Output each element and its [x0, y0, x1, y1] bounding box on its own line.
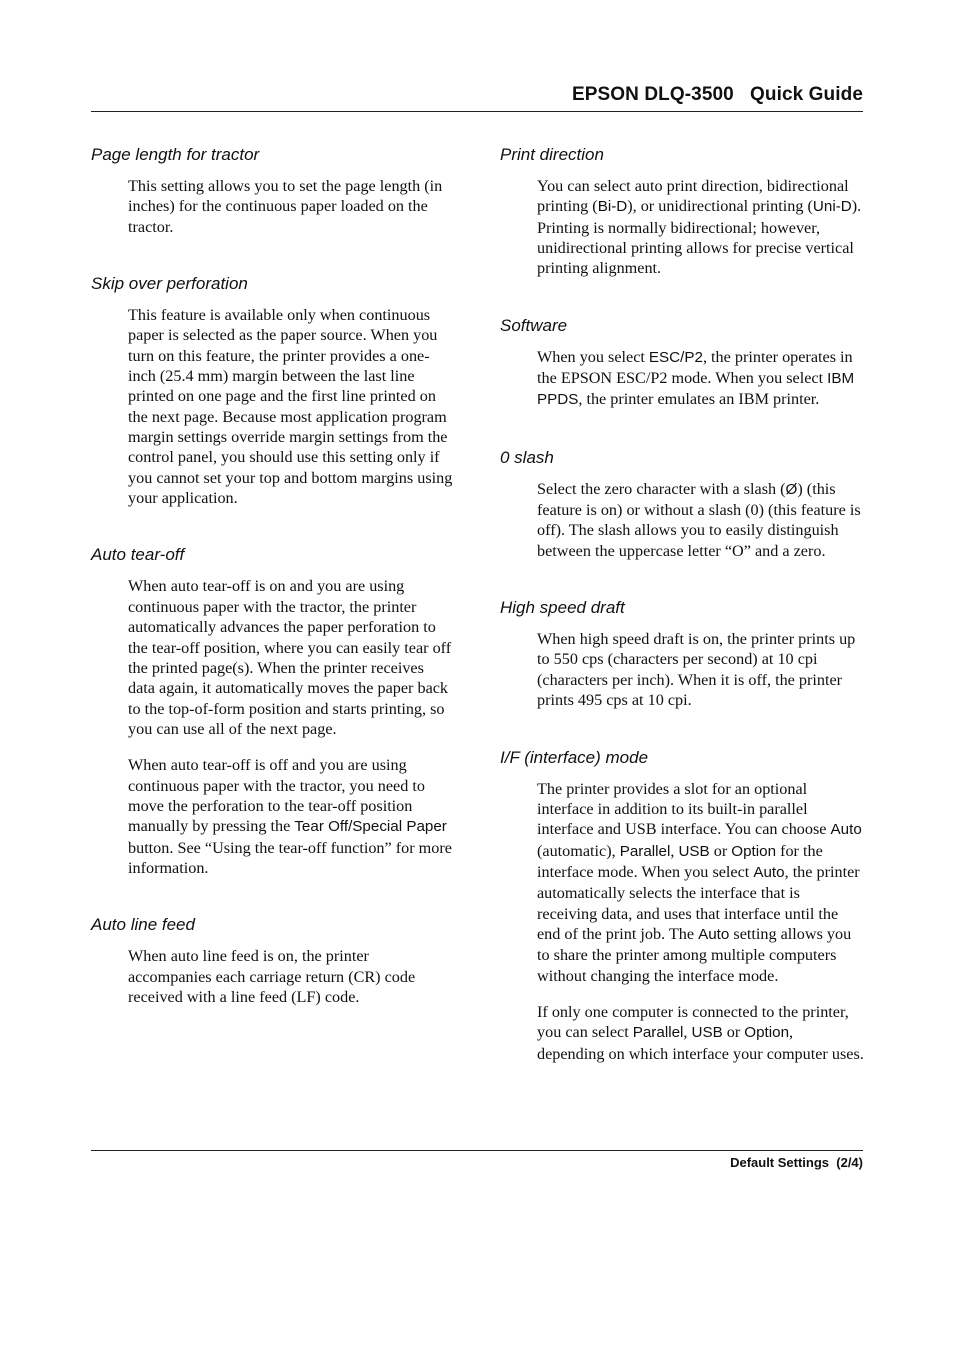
paragraph-text: ,	[670, 841, 679, 860]
paragraph-text: When auto line feed is on, the printer accompanies each carriage return (CR) code received with a line feed (LF) code.	[128, 947, 416, 1006]
paragraph-text: ), or unidirectional printing (	[627, 197, 813, 216]
section-paragraph	[91, 576, 453, 739]
paragraph-text: , the printer automatically selects the interface that is receiving data, and uses that interface until the end of the print job. The	[537, 862, 860, 943]
setting-term: Uni-D	[812, 198, 852, 216]
section-paragraph	[91, 946, 453, 1007]
page-header-title: EPSON DLQ-3500 Quick Guide	[571, 84, 863, 105]
section-heading-print-direction: Print direction	[500, 145, 604, 164]
section-paragraph	[500, 779, 864, 986]
left-column	[91, 144, 453, 1043]
paragraph-text: , the printer emulates an IBM printer.	[578, 390, 820, 409]
footer-rule	[91, 1150, 863, 1151]
section-heading-skip-over-perforation: Skip over perforation	[91, 274, 248, 294]
setting-term: USB	[678, 842, 710, 860]
section-paragraph	[500, 1002, 864, 1064]
setting-term: Option	[731, 842, 777, 860]
paragraph-text: , depending on which interface your computer uses.	[537, 1023, 864, 1063]
section-heading-auto-tear-off: Auto tear-off	[91, 545, 185, 565]
paragraph-text: (automatic),	[537, 841, 620, 860]
page-footer: Default Settings (2/4)	[730, 1155, 863, 1170]
section-paragraph	[91, 755, 453, 878]
paragraph-text: Select the zero character with a slash (	[537, 479, 786, 498]
header-rule	[91, 111, 863, 112]
setting-term: USB	[691, 1024, 723, 1042]
setting-term: Option	[744, 1024, 790, 1042]
paragraph-text: When high speed draft is on, the printer prints up to 550 cps (characters per second) at 10 cpi (characters per inch). When it is off, the printer prints 495 cps at 10 cpi.	[537, 630, 856, 710]
section-heading-page-length-for-tractor: Page length for tractor	[91, 145, 260, 164]
paragraph-text: When auto tear-off is off and you are using continuous paper with the tractor, you need to move the perforation to the tear-off position manually by pressing the	[128, 756, 425, 836]
paragraph-text: for the interface mode. When you select	[537, 841, 823, 881]
setting-term: Auto	[830, 821, 862, 839]
paragraph-text: or	[709, 841, 732, 860]
paragraph-text: This setting allows you to set the page length (in inches) for the continuous paper loaded on the tractor.	[128, 177, 443, 236]
setting-term: Parallel	[619, 842, 671, 860]
paragraph-text: ). Printing is normally bidirectional; however, unidirectional printing allows for precise vertical printing alignment.	[537, 197, 862, 278]
paragraph-text: This feature is available only when continuous paper is selected as the paper source. When you turn on this feature, the printer provides a one-inch (25.4 mm) margin between the last line printed on one page and the first line printed on the next page. Because most application program margin settings override margin settings from the control panel, you should use this setting only if you cannot set your top and bottom margins using your application.	[128, 306, 453, 508]
right-column	[500, 144, 864, 1100]
section-paragraph	[91, 176, 453, 237]
section-heading-0-slash: 0 slash	[500, 447, 554, 467]
section-heading-high-speed-draft: High speed draft	[500, 598, 625, 618]
section-heading-i-f-interface-mode: I/F (interface) mode	[500, 747, 649, 767]
setting-term: Auto	[698, 925, 730, 943]
setting-term: Parallel	[632, 1024, 684, 1042]
paragraph-text: setting allows you to share the printer among multiple computers without changing the interface mode.	[537, 924, 852, 985]
paragraph-text: When auto tear-off is on and you are using continuous paper with the tractor, the printer automatically advances the paper perforation to the tear-off position, where you can easily tear off the printed page(s). When the printer receives data again, it automatically moves the paper back to the top-of-form position and starts printing, so you can use all of the next page.	[128, 577, 452, 738]
paragraph-text: When you select	[537, 347, 649, 366]
setting-term: Bi-D	[597, 198, 628, 216]
section-paragraph	[500, 629, 864, 710]
section-paragraph	[500, 479, 864, 561]
paragraph-text: You can select auto print direction, bidirectional printing (	[537, 177, 849, 216]
setting-term: Auto	[753, 863, 785, 881]
section-heading-auto-line-feed: Auto line feed	[91, 915, 195, 935]
paragraph-text: button. See “Using the tear-off function” for more information.	[128, 838, 452, 877]
paragraph-text: ) (this feature is on) or without a slash (0) (this feature is off). The slash allows you to easily distinguish between the uppercase letter “O” and a zero.	[537, 479, 861, 560]
section-heading-software: Software	[500, 315, 568, 335]
setting-term: IBM PPDS	[537, 370, 855, 409]
section-paragraph	[91, 305, 453, 508]
setting-term: ESC/P2	[648, 348, 703, 366]
section-paragraph	[500, 176, 864, 279]
paragraph-text: If only one computer is connected to the printer, you can select	[537, 1002, 849, 1042]
paragraph-text: or	[722, 1023, 745, 1042]
paragraph-text: , the printer operates in the EPSON ESC/P2 mode. When you select	[537, 347, 853, 388]
setting-term: Tear Off/Special Paper	[294, 818, 447, 836]
setting-term: Ø	[785, 480, 798, 498]
paragraph-text: ,	[683, 1023, 692, 1042]
section-paragraph	[500, 347, 864, 411]
paragraph-text: The printer provides a slot for an optional interface in addition to its built-in parallel interface and USB interface. You can choose	[537, 779, 831, 839]
